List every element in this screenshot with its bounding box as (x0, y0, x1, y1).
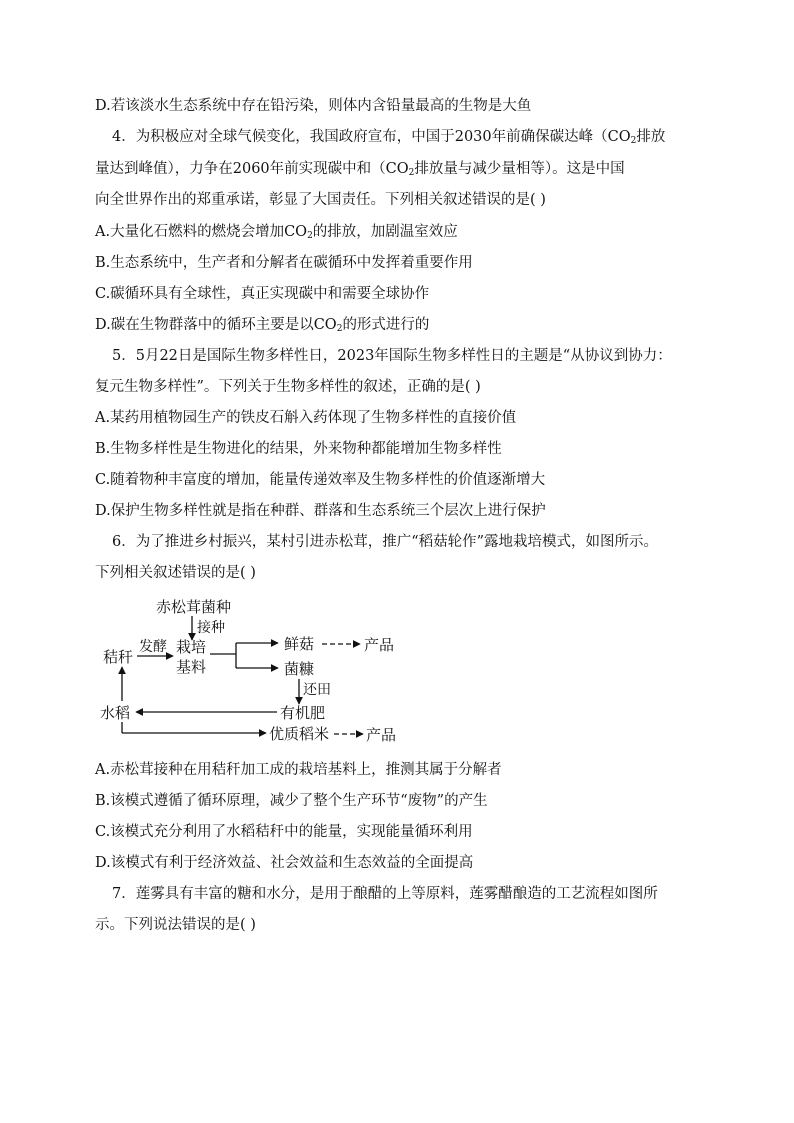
label-fresh-mushroom: 鲜菇 (284, 635, 315, 653)
q6-stem-line-1: 6．为了推进乡村振兴，某村引进赤松茸，推广“稻菇轮作”露地栽培模式，如图所示。 (112, 534, 659, 550)
q4-option-c: C.碳循环具有全球性，真正实现碳中和需要全球协作 (95, 286, 430, 302)
q4-option-b: B.生态系统中，生产者和分解者在碳循环中发挥着重要作用 (95, 255, 473, 271)
label-inoculate: 接种 (197, 620, 225, 636)
q6-stem-line-2: 下列相关叙述错误的是( ) (95, 565, 256, 581)
q7-stem-line-2: 示。下列说法错误的是( ) (95, 917, 256, 933)
label-organic-fertilizer: 有机肥 (280, 704, 326, 722)
q5-option-a: A.某药用植物园生产的铁皮石斛入药体现了生物多样性的直接价值 (95, 410, 517, 426)
label-substrate-2: 基料 (176, 658, 207, 676)
label-mushroom-residue: 菌糠 (284, 660, 315, 678)
q6-option-c: C.该模式充分利用了水稻秸秆中的能量，实现能量循环利用 (95, 824, 473, 840)
q4-option-a: A.大量化石燃料的燃烧会增加$CO_2$的排放，加剧温室效应 (95, 224, 458, 241)
q5-option-d: D.保护生物多样性就是指在种群、群落和生态系统三个层次上进行保护 (95, 503, 546, 519)
q4-stem-line-1: 4．为积极应对全球气候变化，我国政府宣布，中国于2030年前确保碳达峰（$CO_2$排放 (112, 129, 666, 146)
label-return-field: 还田 (303, 682, 331, 698)
q3-option-d: D.若该淡水生态系统中存在铅污染，则体内含铅量最高的生物是大鱼 (95, 98, 532, 114)
label-strain: 赤松茸菌种 (156, 598, 232, 616)
q4-stem-line-3: 向全世界作出的郑重承诺，彰显了大国责任。下列相关叙述错误的是( ) (95, 192, 546, 208)
q5-stem-line-2: 复元生物多样性”。下列关于生物多样性的叙述，正确的是( ) (95, 379, 481, 395)
rice-mushroom-rotation-diagram (95, 596, 415, 748)
q5-option-c: C.随着物种丰富度的增加，能量传递效率及生物多样性的价值逐渐增大 (95, 472, 546, 488)
q5-stem-line-1: 5．5月22日是国际生物多样性日，2023年国际生物多样性日的主题是“从协议到协力： (112, 348, 672, 364)
label-substrate-1: 栽培 (176, 638, 207, 656)
q4-stem-line-2: 量达到峰值），力争在2060年前实现碳中和（$CO_2$排放量与减少量相等）。这是中国 (95, 161, 625, 178)
label-rice-plant: 水稻 (100, 704, 131, 722)
q6-option-b: B.该模式遵循了循环原理，减少了整个生产环节“废物”的产生 (95, 793, 488, 809)
label-straw: 秸秆 (103, 648, 134, 666)
label-quality-rice: 优质稻米 (269, 725, 330, 743)
label-ferment: 发酵 (139, 639, 167, 655)
q6-option-a: A.赤松茸接种在用秸秆加工成的栽培基料上，推测其属于分解者 (95, 762, 502, 778)
q4-option-d: D.碳在生物群落中的循环主要是以$CO_2$的形式进行的 (95, 317, 430, 334)
q5-option-b: B.生物多样性是生物进化的结果，外来物种都能增加生物多样性 (95, 441, 502, 457)
label-product-1: 产品 (364, 636, 395, 654)
label-product-2: 产品 (366, 726, 397, 744)
q6-option-d: D.该模式有利于经济效益、社会效益和生态效益的全面提高 (95, 855, 474, 871)
q7-stem-line-1: 7．莲雾具有丰富的糖和水分，是用于酿醋的上等原料，莲雾醋酿造的工艺流程如图所 (112, 886, 658, 902)
